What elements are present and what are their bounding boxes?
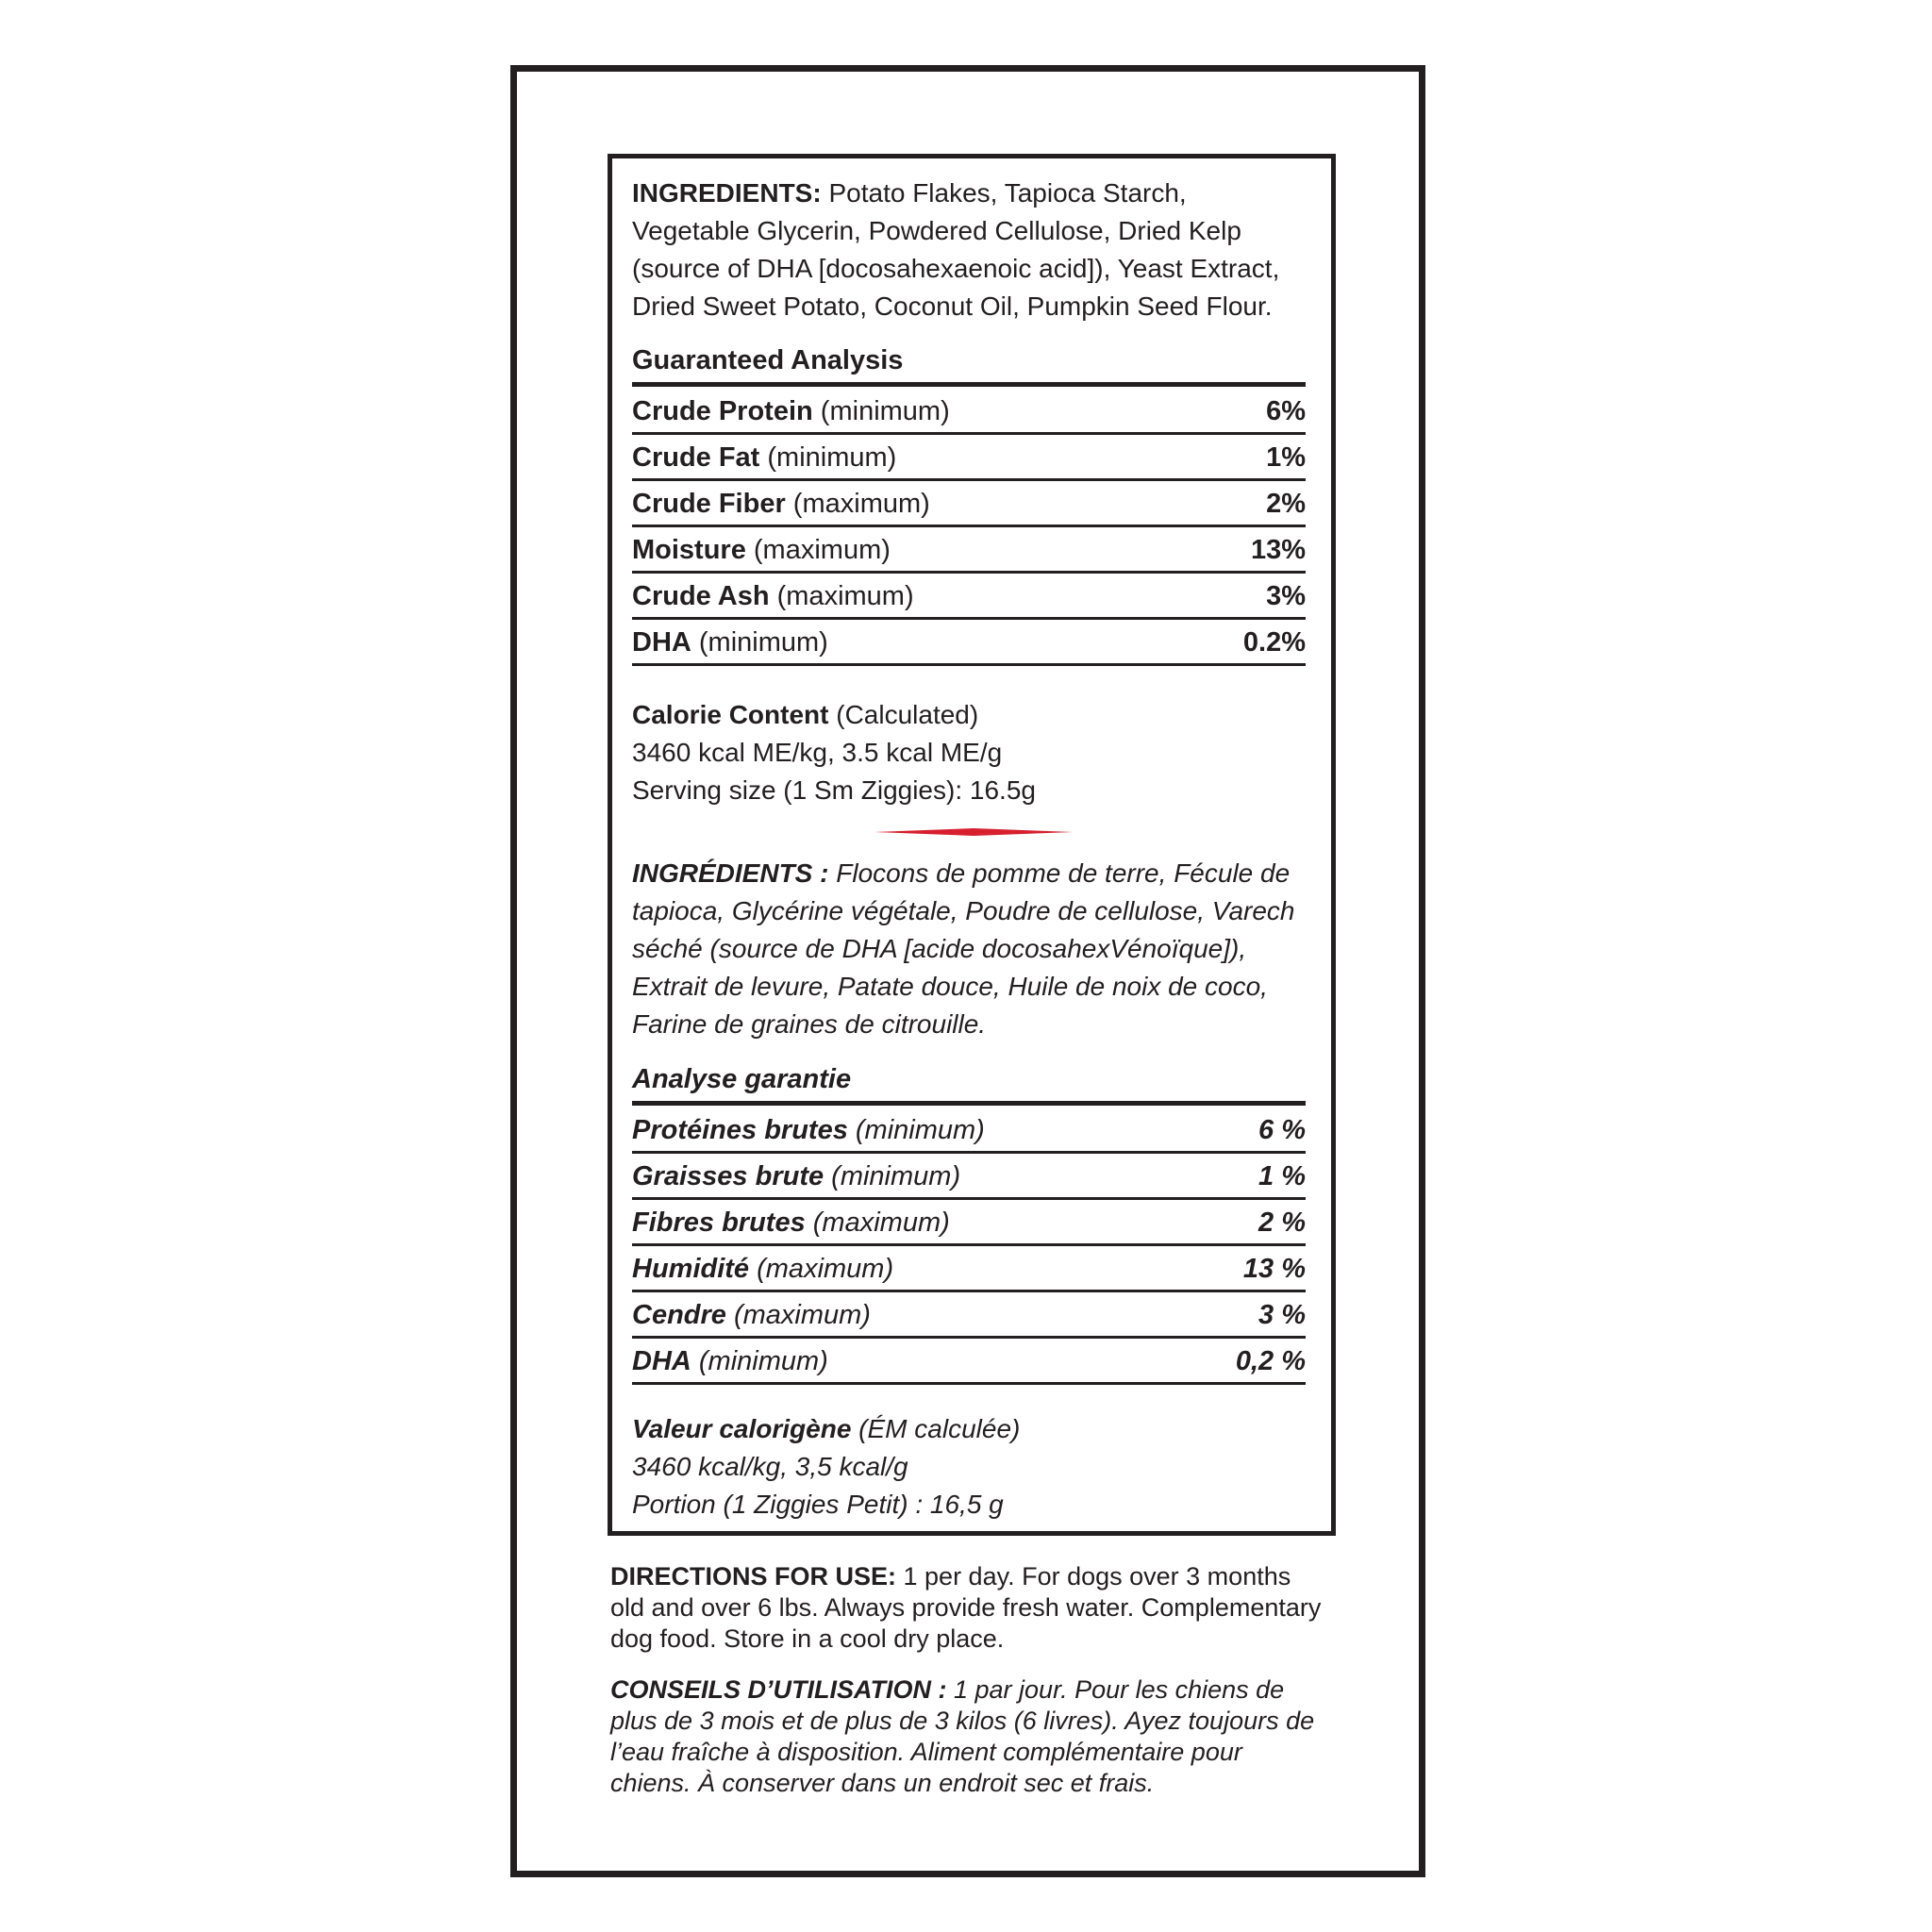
nutrient-value: 13 % bbox=[1242, 1253, 1306, 1284]
directions-en-text: 1 per day. For dogs over 3 months old and over 6 lbs. Always provide fresh water. Complementary dog food. Store in a cool dry place. bbox=[610, 1562, 1322, 1653]
nutrient-name: Crude Fat bbox=[632, 441, 760, 473]
nutrient-name: Crude Protein bbox=[632, 395, 813, 426]
serving-size: Serving size (1 Sm Ziggies): 16.5g bbox=[632, 775, 1036, 805]
red-divider bbox=[874, 827, 1073, 837]
directions-fr-label: CONSEILS D’UTILISATION : bbox=[610, 1675, 947, 1704]
analysis-row bbox=[632, 435, 1306, 481]
nutrient-qualifier: (minimum) bbox=[824, 1160, 961, 1191]
nutrient-name: Humidité bbox=[632, 1253, 750, 1284]
nutrient-value: 2% bbox=[1266, 488, 1306, 519]
analysis-row bbox=[632, 1108, 1306, 1154]
analysis-row bbox=[632, 481, 1306, 527]
nutrient-qualifier: (maximum) bbox=[749, 1253, 894, 1284]
nutrient-name: DHA bbox=[632, 626, 691, 658]
nutrient-name: Protéines brutes bbox=[632, 1114, 848, 1145]
calorie-label: Calorie Content bbox=[632, 700, 829, 729]
nutrient-name: Crude Fiber bbox=[632, 488, 786, 519]
calorie-qualifier: (Calculated) bbox=[828, 700, 979, 729]
analysis-row bbox=[632, 1200, 1306, 1246]
analysis-row bbox=[632, 1154, 1306, 1200]
nutrient-value: 0.2% bbox=[1242, 626, 1306, 658]
analysis-title-en: Guaranteed Analysis bbox=[632, 345, 1306, 387]
nutrient-qualifier: (maximum) bbox=[805, 1207, 950, 1238]
nutrient-name: Crude Ash bbox=[632, 580, 770, 611]
analysis-row bbox=[632, 1339, 1306, 1385]
analysis-table-fr bbox=[632, 1108, 1306, 1385]
nutrient-qualifier: (minimum) bbox=[759, 441, 897, 473]
nutrient-name: Graisses brute bbox=[632, 1160, 824, 1191]
analysis-row bbox=[632, 1292, 1306, 1339]
nutrient-name: DHA bbox=[632, 1345, 691, 1376]
directions-fr bbox=[610, 1674, 1327, 1799]
ingredients-fr-label: INGRÉDIENTS : bbox=[632, 858, 829, 888]
ingredients-en-label: INGREDIENTS: bbox=[632, 178, 822, 208]
analysis-row bbox=[632, 574, 1306, 620]
nutrient-qualifier: (minimum) bbox=[847, 1114, 985, 1145]
nutrient-value: 2 % bbox=[1258, 1207, 1306, 1238]
calorie-qualifier: (ÉM calculée) bbox=[851, 1414, 1021, 1443]
nutrient-value: 3% bbox=[1266, 580, 1306, 611]
nutrient-value: 3 % bbox=[1258, 1299, 1306, 1330]
calorie-line: 3460 kcal/kg, 3,5 kcal/g bbox=[632, 1452, 908, 1481]
nutrient-name: Cendre bbox=[632, 1299, 726, 1330]
serving-size: Portion (1 Ziggies Petit) : 16,5 g bbox=[632, 1490, 1004, 1519]
nutrient-qualifier: (minimum) bbox=[691, 1345, 828, 1376]
nutrient-value: 6 % bbox=[1258, 1114, 1306, 1145]
directions-en bbox=[610, 1561, 1327, 1655]
ingredients-en bbox=[632, 175, 1311, 325]
analysis-row bbox=[632, 1246, 1306, 1292]
nutrient-value: 1% bbox=[1266, 441, 1306, 473]
analysis-row bbox=[632, 527, 1306, 574]
nutrient-qualifier: (minimum) bbox=[691, 626, 828, 658]
nutrient-name: Fibres brutes bbox=[632, 1207, 806, 1238]
nutrient-value: 1 % bbox=[1258, 1160, 1306, 1191]
ingredients-fr-text: Flocons de pomme de terre, Fécule de tapioca, Glycérine végétale, Poudre de cellulose, Varech séché (source de DHA [acide docosahexVénoïque]), Extrait de levure, Patate douce, Huile de noix de coco, Farine de graines de citrouille. bbox=[632, 858, 1295, 1039]
analysis-row bbox=[632, 620, 1306, 666]
nutrition-panel bbox=[608, 154, 1336, 1536]
nutrient-qualifier: (maximum) bbox=[745, 534, 891, 565]
calorie-label: Valeur calorigène bbox=[632, 1414, 852, 1443]
nutrient-name: Moisture bbox=[632, 534, 746, 565]
analysis-row bbox=[632, 389, 1306, 435]
nutrient-qualifier: (minimum) bbox=[812, 395, 950, 426]
directions-en-label: DIRECTIONS FOR USE: bbox=[610, 1562, 897, 1591]
analysis-title-fr: Analyse garantie bbox=[632, 1064, 1306, 1106]
analysis-table-en bbox=[632, 389, 1306, 666]
nutrient-qualifier: (maximum) bbox=[769, 580, 914, 611]
ingredients-en-text: Potato Flakes, Tapioca Starch, Vegetable Glycerin, Powdered Cellulose, Dried Kelp (source of DHA [docosahexaenoic acid]), Yeast Extract, Dried Sweet Potato, Coconut Oil, Pumpkin Seed Flour. bbox=[632, 178, 1280, 321]
nutrient-qualifier: (maximum) bbox=[785, 488, 930, 519]
nutrient-value: 0,2 % bbox=[1235, 1345, 1306, 1376]
calorie-content-fr bbox=[632, 1410, 1311, 1524]
calorie-line: 3460 kcal ME/kg, 3.5 kcal ME/g bbox=[632, 738, 1003, 767]
nutrient-value: 13% bbox=[1250, 534, 1306, 565]
directions-fr-text: 1 par jour. Pour les chiens de plus de 3 mois et de plus de 3 kilos (6 livres). Ayez toujours de l’eau fraîche à disposition. Aliment complémentaire pour chiens. À conserver dans un endroit sec et frais. bbox=[610, 1675, 1315, 1797]
nutrient-value: 6% bbox=[1266, 395, 1306, 426]
calorie-content-en bbox=[632, 696, 1311, 809]
ingredients-fr bbox=[632, 855, 1311, 1043]
nutrient-qualifier: (maximum) bbox=[725, 1299, 871, 1330]
